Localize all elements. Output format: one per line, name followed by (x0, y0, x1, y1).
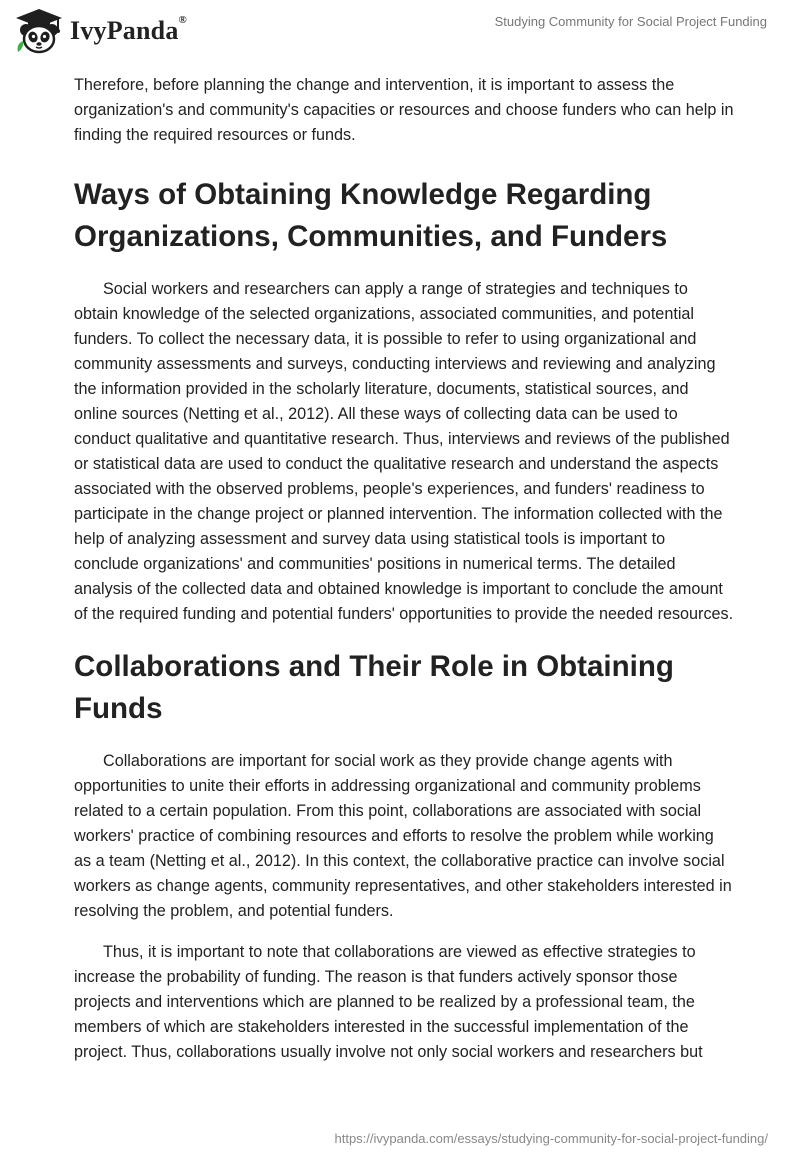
section-heading-collaborations: Collaborations and Their Role in Obtaining Funds (74, 650, 674, 725)
panda-graduate-icon (14, 8, 64, 54)
page-header (0, 0, 800, 70)
source-url[interactable]: https://ivypanda.com/essays/studying-community-for-social-project-funding/ (334, 1131, 768, 1146)
registered-mark: ® (178, 14, 187, 26)
essay-content (74, 70, 734, 1065)
section-paragraph: Social workers and researchers can apply a range of strategies and techniques to obtain knowledge of the selected organizations, associated communities, and potential funders. To collect the necessary data, it is possible to refer to using organizational and community assessments and surveys, conducting interviews and reviewing and analyzing the information provided in the scholarly literature, documents, statistical sources, and online sources (Netting et al., 2012). All these ways of collecting data can be used to conduct qualitative and quantitative research. Thus, interviews and reviews of the published or statistical data are used to conduct the qualitative research and understand the aspects associated with the observed problems, people's experiences, and funders' readiness to participate in the change project or planned intervention. The information collected with the help of analyzing assessment and survey data using statistical tools is important to conclude organizations' and communities' positions in numerical terms. The detailed analysis of the collected data and obtained knowledge is important to conclude the amount of the required funding and potential funders' opportunities to provide the needed resources. (74, 280, 734, 623)
intro-paragraph: Therefore, before planning the change and intervention, it is important to assess the organization's and community's capacities or resources and choose funders who can help in finding the required resources or funds. (74, 76, 734, 144)
brand-name: IvyPanda® (70, 14, 187, 45)
section-heading-knowledge: Ways of Obtaining Knowledge Regarding Organizations, Communities, and Funders (74, 178, 668, 253)
section-paragraph: Collaborations are important for social work as they provide change agents with opportunities to unite their efforts in addressing organizational and community problems related to a certain population. From this point, collaborations are associated with social workers' practice of combining resources and efforts to resolve the problem while working as a team (Netting et al., 2012). In this context, the collaborative practice can involve social workers as change agents, community representatives, and other stakeholders interested in resolving the problem, and potential funders. (74, 752, 732, 920)
document-title: Studying Community for Social Project Funding (494, 14, 767, 29)
ivypanda-logo[interactable] (14, 8, 187, 54)
section-paragraph: Thus, it is important to note that collaborations are viewed as effective strategies to increase the probability of funding. The reason is that funders actively sponsor those projects and interventions which are planned to be realized by a professional team, the members of which are stakeholders interested in the successful implementation of the project. Thus, collaborations usually involve not only social workers and researchers but (74, 943, 703, 1061)
